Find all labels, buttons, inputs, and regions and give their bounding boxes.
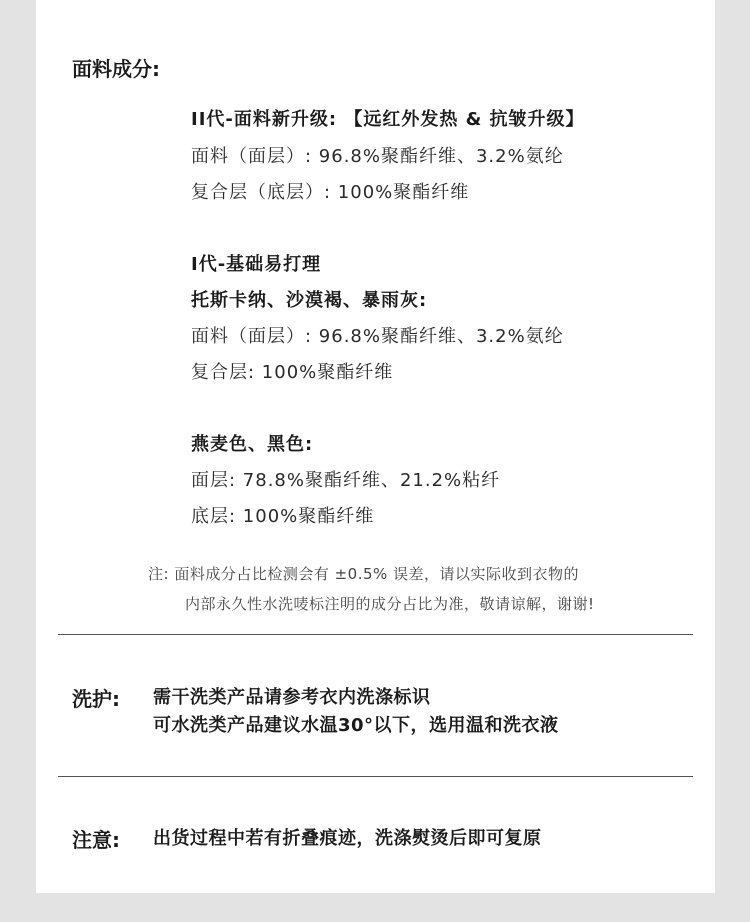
gen1-group2-line-1: 面层: 78.8%聚酯纤维、21.2%粘纤	[191, 470, 501, 491]
gen2-line-1: 面料（面层）: 96.8%聚酯纤维、3.2%氨纶	[191, 146, 564, 167]
divider-2	[58, 776, 693, 777]
info-card	[36, 0, 715, 893]
fabric-heading: 面料成分:	[72, 57, 160, 81]
gen1-title: I代-基础易打理	[191, 254, 322, 275]
fabric-note-line-1: 注: 面料成分占比检测会有 ±0.5% 误差，请以实际收到衣物的	[148, 565, 580, 583]
care-label: 洗护:	[72, 687, 120, 711]
gen1-group1-colors: 托斯卡纳、沙漠褐、暴雨灰:	[191, 290, 428, 311]
fabric-note-line-2: 内部永久性水洗唛标注明的成分占比为准，敬请谅解，谢谢!	[185, 595, 595, 613]
gen1-group2-colors: 燕麦色、黑色:	[191, 434, 314, 455]
care-line-2: 可水洗类产品建议水温30°以下，选用温和洗衣液	[153, 715, 559, 736]
gen2-title: II代-面料新升级: 【远红外发热 & 抗皱升级】	[191, 109, 585, 130]
gen2-line-2: 复合层（底层）: 100%聚酯纤维	[191, 182, 470, 203]
notice-text: 出货过程中若有折叠痕迹，洗涤熨烫后即可复原	[153, 828, 542, 849]
gen1-group2-line-2: 底层: 100%聚酯纤维	[191, 506, 375, 527]
gen1-group1-line-2: 复合层: 100%聚酯纤维	[191, 362, 394, 383]
divider-1	[58, 634, 693, 635]
notice-label: 注意:	[72, 828, 120, 852]
gen1-group1-line-1: 面料（面层）: 96.8%聚酯纤维、3.2%氨纶	[191, 326, 564, 347]
care-line-1: 需干洗类产品请参考衣内洗涤标识	[153, 687, 431, 708]
